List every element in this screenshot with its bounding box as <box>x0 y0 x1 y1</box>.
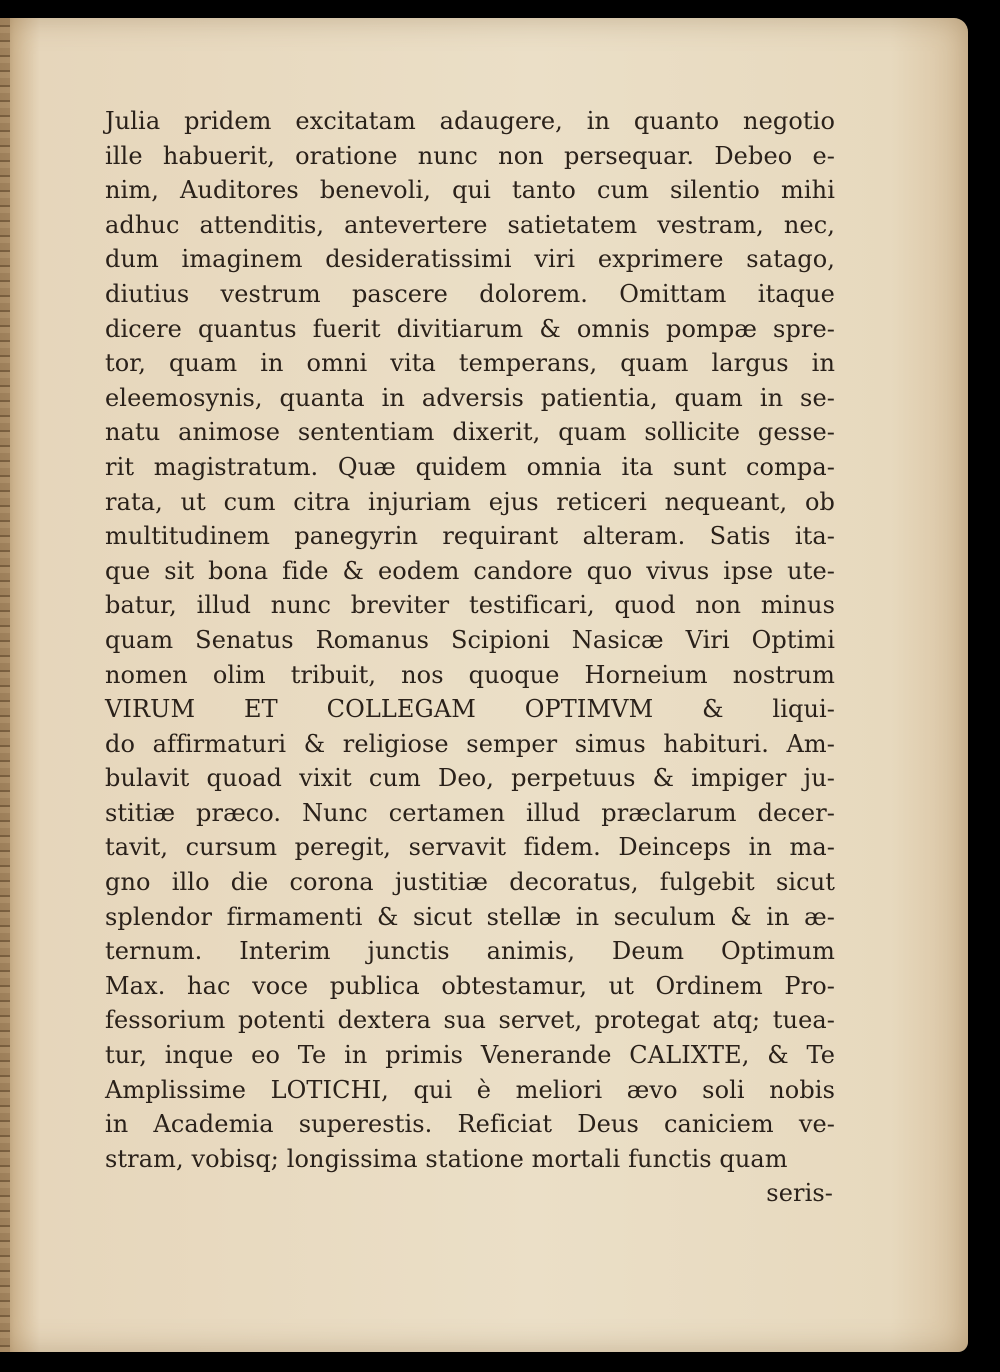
text-line: nomen olim tribuit, nos quoque Horneium nostrum <box>105 660 835 689</box>
body-text <box>105 104 835 1211</box>
text-line: natu animose sententiam dixerit, quam sollicite gesse- <box>105 418 835 447</box>
text-line: dum imaginem desideratissimi viri exprimere satago, <box>105 245 835 274</box>
text-line: in Academia superestis. Reficiat Deus caniciem ve- <box>105 1110 835 1139</box>
text-line: diutius vestrum pascere dolorem. Omittam itaque <box>105 279 835 308</box>
text-line: ternum. Interim junctis animis, Deum Optimum <box>105 937 835 966</box>
text-line: stitiæ præco. Nunc certamen illud præclarum decer- <box>105 798 835 827</box>
page-spine-edge <box>0 18 10 1352</box>
text-line: ille habuerit, oratione nunc non persequar. Debeo e- <box>105 141 835 170</box>
text-line: nim, Auditores benevoli, qui tanto cum silentio mihi <box>105 176 835 205</box>
text-line: rit magistratum. Quæ quidem omnia ita sunt compa- <box>105 452 835 481</box>
catchword: seris- <box>766 1179 833 1208</box>
text-line: adhuc attenditis, antevertere satietatem vestram, nec, <box>105 210 835 239</box>
text-line: tor, quam in omni vita temperans, quam largus in <box>105 349 835 378</box>
text-line: Julia pridem excitatam adaugere, in quanto negotio <box>105 107 835 135</box>
text-line: rata, ut cum citra injuriam ejus reticeri nequeant, ob <box>105 487 835 516</box>
text-line: do affirmaturi & religiose semper simus habituri. Am- <box>105 729 835 758</box>
text-line: Amplissime LOTICHI, qui è meliori ævo soli nobis <box>105 1075 835 1104</box>
book-page <box>0 18 968 1352</box>
text-line: eleemosynis, quanta in adversis patientia, quam in se- <box>105 383 835 412</box>
text-line: gno illo die corona justitiæ decoratus, fulgebit sicut <box>105 868 835 897</box>
text-line: splendor firmamenti & sicut stellæ in seculum & in æ- <box>105 902 835 931</box>
text-line: dicere quantus fuerit divitiarum & omnis pompæ spre- <box>105 314 835 343</box>
text-line: Max. hac voce publica obtestamur, ut Ordinem Pro- <box>105 971 835 1000</box>
text-line: multitudinem panegyrin requirant alteram. Satis ita- <box>105 522 835 551</box>
text-line: tavit, cursum peregit, servavit fidem. Deinceps in ma- <box>105 833 835 862</box>
text-line: que sit bona fide & eodem candore quo vivus ipse ute- <box>105 556 835 585</box>
text-line: VIRUM ET COLLEGAM OPTIMVM & liqui- <box>105 695 835 724</box>
text-line: stram, vobisq; longissima statione mortali functis quam <box>105 1144 788 1173</box>
text-line: tur, inque eo Te in primis Venerande CALIXTE, & Te <box>105 1041 835 1070</box>
text-line: fessorium potenti dextera sua servet, protegat atq; tuea- <box>105 1006 835 1035</box>
text-line: bulavit quoad vixit cum Deo, perpetuus & impiger ju- <box>105 764 835 793</box>
text-line: batur, illud nunc breviter testificari, quod non minus <box>105 591 835 620</box>
text-line: quam Senatus Romanus Scipioni Nasicæ Viri Optimi <box>105 625 835 654</box>
